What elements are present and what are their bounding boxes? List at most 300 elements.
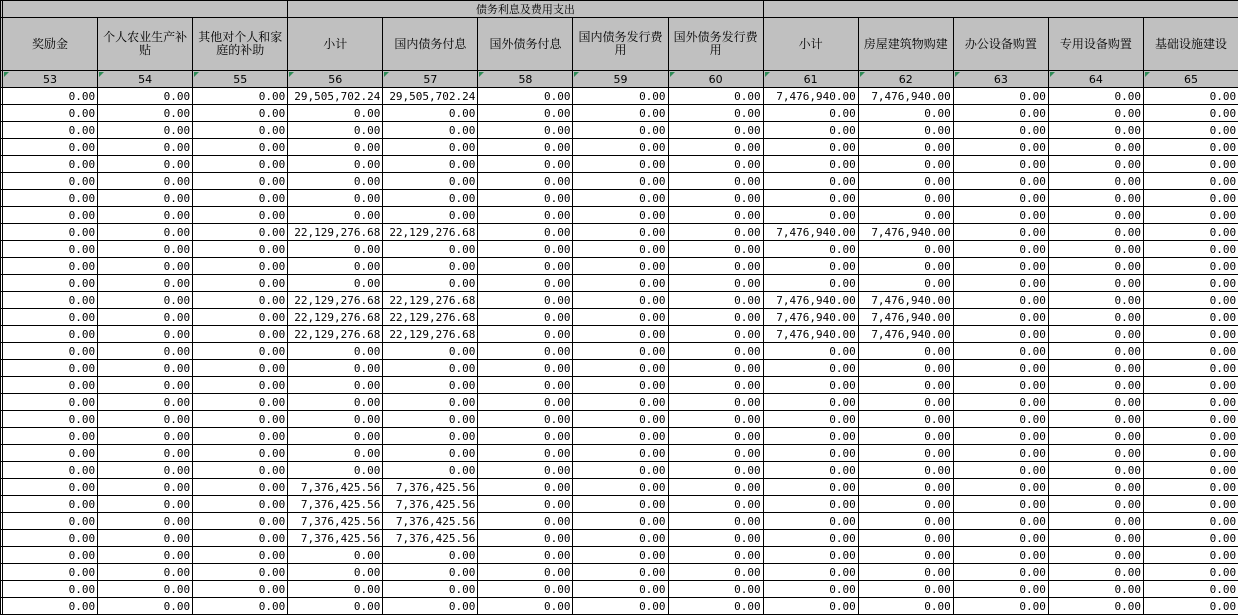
table-cell[interactable]: 0.00 xyxy=(1048,445,1143,462)
column-header[interactable]: 小计 xyxy=(288,18,383,71)
table-cell[interactable]: 0.00 xyxy=(573,207,668,224)
table-cell[interactable]: 0.00 xyxy=(573,360,668,377)
table-cell[interactable]: 0.00 xyxy=(953,377,1048,394)
table-cell[interactable]: 7,476,940.00 xyxy=(763,292,858,309)
table-cell[interactable]: 0.00 xyxy=(1048,377,1143,394)
table-cell[interactable]: 0.00 xyxy=(288,343,383,360)
table-cell[interactable]: 29,505,702.24 xyxy=(383,88,478,105)
table-cell[interactable]: 0.00 xyxy=(858,241,953,258)
table-cell[interactable]: 0.00 xyxy=(478,513,573,530)
table-cell[interactable]: 0.00 xyxy=(858,190,953,207)
table-cell[interactable]: 0.00 xyxy=(763,139,858,156)
table-cell[interactable]: 0.00 xyxy=(1048,343,1143,360)
column-index[interactable] xyxy=(953,71,1048,88)
table-cell[interactable]: 0.00 xyxy=(98,547,193,564)
table-cell[interactable]: 0.00 xyxy=(953,496,1048,513)
table-cell[interactable]: 0.00 xyxy=(763,258,858,275)
table-cell[interactable]: 0.00 xyxy=(953,88,1048,105)
table-cell[interactable]: 0.00 xyxy=(953,513,1048,530)
table-cell[interactable]: 0.00 xyxy=(573,445,668,462)
table-cell[interactable]: 0.00 xyxy=(98,173,193,190)
table-cell[interactable]: 7,476,940.00 xyxy=(858,326,953,343)
table-cell[interactable]: 0.00 xyxy=(573,88,668,105)
table-cell[interactable]: 0.00 xyxy=(288,122,383,139)
table-cell[interactable]: 0.00 xyxy=(3,394,98,411)
table-cell[interactable]: 0.00 xyxy=(1048,513,1143,530)
table-cell[interactable]: 0.00 xyxy=(98,360,193,377)
table-cell[interactable]: 0.00 xyxy=(478,496,573,513)
table-cell[interactable]: 0.00 xyxy=(763,377,858,394)
table-cell[interactable]: 0.00 xyxy=(193,105,288,122)
table-cell[interactable]: 0.00 xyxy=(1048,105,1143,122)
table-cell[interactable]: 0.00 xyxy=(98,88,193,105)
table-cell[interactable]: 7,376,425.56 xyxy=(288,496,383,513)
table-cell[interactable]: 0.00 xyxy=(858,564,953,581)
table-cell[interactable]: 0.00 xyxy=(953,139,1048,156)
table-cell[interactable]: 0.00 xyxy=(383,462,478,479)
table-cell[interactable]: 0.00 xyxy=(98,496,193,513)
table-cell[interactable]: 0.00 xyxy=(98,581,193,598)
table-cell[interactable]: 0.00 xyxy=(573,598,668,615)
table-cell[interactable]: 7,476,940.00 xyxy=(858,88,953,105)
table-cell[interactable]: 0.00 xyxy=(288,377,383,394)
table-cell[interactable]: 22,129,276.68 xyxy=(288,326,383,343)
table-cell[interactable]: 22,129,276.68 xyxy=(383,326,478,343)
column-index[interactable] xyxy=(763,71,858,88)
table-cell[interactable]: 0.00 xyxy=(3,411,98,428)
table-cell[interactable]: 0.00 xyxy=(98,326,193,343)
table-cell[interactable]: 0.00 xyxy=(3,496,98,513)
table-cell[interactable]: 0.00 xyxy=(763,445,858,462)
table-cell[interactable]: 0.00 xyxy=(193,581,288,598)
table-cell[interactable]: 0.00 xyxy=(288,394,383,411)
table-cell[interactable]: 0.00 xyxy=(668,360,763,377)
table-cell[interactable]: 0.00 xyxy=(98,122,193,139)
table-cell[interactable]: 0.00 xyxy=(98,564,193,581)
table-cell[interactable]: 0.00 xyxy=(953,173,1048,190)
table-cell[interactable]: 0.00 xyxy=(858,462,953,479)
table-cell[interactable]: 0.00 xyxy=(763,547,858,564)
table-cell[interactable]: 29,505,702.24 xyxy=(288,88,383,105)
table-cell[interactable]: 0.00 xyxy=(193,462,288,479)
column-header[interactable]: 国外债务发行费用 xyxy=(668,18,763,71)
table-cell[interactable]: 0.00 xyxy=(668,598,763,615)
table-cell[interactable]: 0.00 xyxy=(3,105,98,122)
table-cell[interactable]: 0.00 xyxy=(193,547,288,564)
column-index[interactable] xyxy=(3,71,98,88)
table-cell[interactable]: 7,476,940.00 xyxy=(763,224,858,241)
table-cell[interactable]: 0.00 xyxy=(668,445,763,462)
table-cell[interactable]: 0.00 xyxy=(573,428,668,445)
table-cell[interactable]: 0.00 xyxy=(953,547,1048,564)
table-cell[interactable]: 0.00 xyxy=(1143,326,1238,343)
table-cell[interactable]: 0.00 xyxy=(953,190,1048,207)
column-index[interactable] xyxy=(478,71,573,88)
table-cell[interactable]: 0.00 xyxy=(573,462,668,479)
table-cell[interactable]: 7,476,940.00 xyxy=(858,309,953,326)
table-cell[interactable]: 0.00 xyxy=(3,581,98,598)
table-cell[interactable]: 0.00 xyxy=(193,377,288,394)
table-cell[interactable]: 0.00 xyxy=(668,411,763,428)
table-cell[interactable]: 0.00 xyxy=(573,275,668,292)
table-cell[interactable]: 0.00 xyxy=(858,343,953,360)
table-cell[interactable]: 0.00 xyxy=(1143,173,1238,190)
table-cell[interactable]: 0.00 xyxy=(383,564,478,581)
table-cell[interactable]: 0.00 xyxy=(858,275,953,292)
table-cell[interactable]: 0.00 xyxy=(3,275,98,292)
table-cell[interactable]: 0.00 xyxy=(668,156,763,173)
table-cell[interactable]: 0.00 xyxy=(98,462,193,479)
table-cell[interactable]: 0.00 xyxy=(193,292,288,309)
table-cell[interactable]: 0.00 xyxy=(668,173,763,190)
table-cell[interactable]: 0.00 xyxy=(478,360,573,377)
table-cell[interactable]: 0.00 xyxy=(763,394,858,411)
table-cell[interactable]: 0.00 xyxy=(383,139,478,156)
table-cell[interactable]: 7,476,940.00 xyxy=(858,224,953,241)
column-header[interactable]: 专用设备购置 xyxy=(1048,18,1143,71)
table-cell[interactable]: 0.00 xyxy=(478,530,573,547)
table-cell[interactable]: 0.00 xyxy=(573,581,668,598)
table-cell[interactable]: 0.00 xyxy=(288,581,383,598)
table-cell[interactable]: 7,476,940.00 xyxy=(858,292,953,309)
table-cell[interactable]: 0.00 xyxy=(1143,156,1238,173)
table-cell[interactable]: 0.00 xyxy=(98,190,193,207)
table-cell[interactable]: 0.00 xyxy=(668,122,763,139)
column-index[interactable] xyxy=(193,71,288,88)
table-cell[interactable]: 0.00 xyxy=(383,156,478,173)
table-cell[interactable]: 0.00 xyxy=(953,207,1048,224)
table-cell[interactable]: 0.00 xyxy=(953,530,1048,547)
table-cell[interactable]: 0.00 xyxy=(668,326,763,343)
table-cell[interactable]: 0.00 xyxy=(953,394,1048,411)
table-cell[interactable]: 0.00 xyxy=(1143,360,1238,377)
column-index[interactable] xyxy=(858,71,953,88)
table-cell[interactable]: 0.00 xyxy=(953,360,1048,377)
table-cell[interactable]: 0.00 xyxy=(763,462,858,479)
table-cell[interactable]: 0.00 xyxy=(1143,88,1238,105)
table-cell[interactable]: 0.00 xyxy=(668,139,763,156)
table-cell[interactable]: 0.00 xyxy=(193,139,288,156)
table-cell[interactable]: 0.00 xyxy=(3,564,98,581)
table-cell[interactable]: 0.00 xyxy=(478,462,573,479)
column-index[interactable] xyxy=(383,71,478,88)
table-cell[interactable]: 0.00 xyxy=(3,377,98,394)
table-cell[interactable]: 0.00 xyxy=(193,394,288,411)
table-cell[interactable]: 0.00 xyxy=(3,224,98,241)
table-cell[interactable]: 0.00 xyxy=(478,139,573,156)
table-cell[interactable]: 0.00 xyxy=(573,564,668,581)
table-cell[interactable]: 0.00 xyxy=(953,224,1048,241)
table-cell[interactable]: 0.00 xyxy=(193,122,288,139)
table-cell[interactable]: 0.00 xyxy=(3,156,98,173)
table-cell[interactable]: 0.00 xyxy=(573,496,668,513)
table-cell[interactable]: 0.00 xyxy=(98,105,193,122)
table-cell[interactable]: 7,376,425.56 xyxy=(288,479,383,496)
table-cell[interactable]: 0.00 xyxy=(3,530,98,547)
table-cell[interactable]: 0.00 xyxy=(858,581,953,598)
table-cell[interactable]: 0.00 xyxy=(1143,258,1238,275)
table-cell[interactable]: 0.00 xyxy=(98,241,193,258)
table-cell[interactable]: 0.00 xyxy=(953,326,1048,343)
table-cell[interactable]: 0.00 xyxy=(1048,241,1143,258)
table-cell[interactable]: 0.00 xyxy=(668,207,763,224)
table-cell[interactable]: 0.00 xyxy=(3,139,98,156)
table-cell[interactable]: 0.00 xyxy=(98,292,193,309)
table-cell[interactable]: 0.00 xyxy=(193,241,288,258)
table-cell[interactable]: 0.00 xyxy=(288,275,383,292)
column-header[interactable]: 奖励金 xyxy=(3,18,98,71)
table-cell[interactable]: 0.00 xyxy=(193,513,288,530)
table-cell[interactable]: 0.00 xyxy=(3,462,98,479)
table-cell[interactable]: 0.00 xyxy=(573,156,668,173)
table-cell[interactable]: 0.00 xyxy=(668,241,763,258)
table-cell[interactable]: 0.00 xyxy=(383,275,478,292)
table-cell[interactable]: 0.00 xyxy=(573,411,668,428)
table-cell[interactable]: 0.00 xyxy=(193,156,288,173)
table-cell[interactable]: 0.00 xyxy=(478,258,573,275)
table-cell[interactable]: 0.00 xyxy=(288,173,383,190)
table-cell[interactable]: 0.00 xyxy=(3,207,98,224)
table-cell[interactable]: 0.00 xyxy=(3,513,98,530)
table-cell[interactable]: 0.00 xyxy=(288,190,383,207)
table-cell[interactable]: 0.00 xyxy=(1143,479,1238,496)
table-cell[interactable]: 0.00 xyxy=(573,139,668,156)
table-cell[interactable]: 0.00 xyxy=(573,394,668,411)
table-cell[interactable]: 0.00 xyxy=(953,479,1048,496)
table-cell[interactable]: 0.00 xyxy=(478,343,573,360)
table-cell[interactable]: 0.00 xyxy=(1143,445,1238,462)
table-cell[interactable]: 0.00 xyxy=(193,173,288,190)
table-cell[interactable]: 0.00 xyxy=(1048,496,1143,513)
table-cell[interactable]: 0.00 xyxy=(3,173,98,190)
table-cell[interactable]: 0.00 xyxy=(1143,377,1238,394)
table-cell[interactable]: 0.00 xyxy=(288,462,383,479)
table-cell[interactable]: 0.00 xyxy=(668,88,763,105)
table-cell[interactable]: 0.00 xyxy=(193,190,288,207)
table-cell[interactable]: 0.00 xyxy=(573,547,668,564)
table-cell[interactable]: 0.00 xyxy=(573,190,668,207)
table-cell[interactable]: 0.00 xyxy=(1048,479,1143,496)
table-cell[interactable]: 0.00 xyxy=(763,207,858,224)
table-cell[interactable]: 0.00 xyxy=(288,105,383,122)
table-cell[interactable]: 0.00 xyxy=(478,479,573,496)
table-cell[interactable]: 0.00 xyxy=(953,564,1048,581)
table-cell[interactable]: 0.00 xyxy=(1143,394,1238,411)
table-cell[interactable]: 0.00 xyxy=(1048,564,1143,581)
table-cell[interactable]: 0.00 xyxy=(763,479,858,496)
table-cell[interactable]: 0.00 xyxy=(953,122,1048,139)
table-cell[interactable]: 0.00 xyxy=(98,513,193,530)
table-cell[interactable]: 0.00 xyxy=(193,275,288,292)
table-cell[interactable]: 0.00 xyxy=(1048,292,1143,309)
table-cell[interactable]: 0.00 xyxy=(98,394,193,411)
table-cell[interactable]: 0.00 xyxy=(478,547,573,564)
table-cell[interactable]: 0.00 xyxy=(763,173,858,190)
table-cell[interactable]: 0.00 xyxy=(1143,122,1238,139)
table-cell[interactable]: 0.00 xyxy=(858,377,953,394)
table-cell[interactable]: 0.00 xyxy=(763,275,858,292)
table-cell[interactable]: 0.00 xyxy=(383,105,478,122)
table-cell[interactable]: 0.00 xyxy=(1048,173,1143,190)
table-cell[interactable]: 0.00 xyxy=(3,258,98,275)
table-cell[interactable]: 0.00 xyxy=(763,190,858,207)
table-cell[interactable]: 22,129,276.68 xyxy=(288,224,383,241)
table-cell[interactable]: 0.00 xyxy=(478,309,573,326)
table-cell[interactable]: 0.00 xyxy=(1048,258,1143,275)
table-cell[interactable]: 0.00 xyxy=(193,530,288,547)
table-cell[interactable]: 0.00 xyxy=(193,445,288,462)
table-cell[interactable]: 0.00 xyxy=(478,88,573,105)
table-cell[interactable]: 0.00 xyxy=(763,156,858,173)
table-cell[interactable]: 0.00 xyxy=(668,513,763,530)
table-cell[interactable]: 0.00 xyxy=(1143,139,1238,156)
table-cell[interactable]: 0.00 xyxy=(193,598,288,615)
table-cell[interactable]: 7,376,425.56 xyxy=(383,530,478,547)
table-cell[interactable]: 0.00 xyxy=(668,105,763,122)
table-cell[interactable]: 0.00 xyxy=(1143,513,1238,530)
table-cell[interactable]: 0.00 xyxy=(668,377,763,394)
table-cell[interactable]: 0.00 xyxy=(383,411,478,428)
table-cell[interactable]: 0.00 xyxy=(3,360,98,377)
table-cell[interactable]: 0.00 xyxy=(383,122,478,139)
table-cell[interactable]: 0.00 xyxy=(1143,275,1238,292)
table-cell[interactable]: 0.00 xyxy=(1143,428,1238,445)
table-cell[interactable]: 0.00 xyxy=(98,258,193,275)
column-index[interactable] xyxy=(668,71,763,88)
table-cell[interactable]: 0.00 xyxy=(858,173,953,190)
table-cell[interactable]: 0.00 xyxy=(858,258,953,275)
table-cell[interactable]: 0.00 xyxy=(383,428,478,445)
table-cell[interactable]: 0.00 xyxy=(668,547,763,564)
table-cell[interactable]: 0.00 xyxy=(953,343,1048,360)
table-cell[interactable]: 0.00 xyxy=(1048,156,1143,173)
table-cell[interactable]: 0.00 xyxy=(98,343,193,360)
table-cell[interactable]: 0.00 xyxy=(98,309,193,326)
table-cell[interactable]: 0.00 xyxy=(383,581,478,598)
table-cell[interactable]: 0.00 xyxy=(1048,309,1143,326)
table-cell[interactable]: 0.00 xyxy=(763,122,858,139)
table-cell[interactable]: 0.00 xyxy=(668,462,763,479)
column-index[interactable] xyxy=(1048,71,1143,88)
table-cell[interactable]: 0.00 xyxy=(1048,394,1143,411)
table-cell[interactable]: 0.00 xyxy=(858,411,953,428)
table-cell[interactable]: 0.00 xyxy=(668,428,763,445)
table-cell[interactable]: 0.00 xyxy=(98,411,193,428)
table-cell[interactable]: 0.00 xyxy=(1048,428,1143,445)
table-cell[interactable]: 0.00 xyxy=(383,190,478,207)
table-cell[interactable]: 0.00 xyxy=(288,547,383,564)
table-cell[interactable]: 0.00 xyxy=(573,105,668,122)
table-cell[interactable]: 0.00 xyxy=(98,224,193,241)
table-cell[interactable]: 0.00 xyxy=(383,343,478,360)
table-cell[interactable]: 0.00 xyxy=(193,224,288,241)
table-cell[interactable]: 0.00 xyxy=(383,173,478,190)
table-cell[interactable]: 7,376,425.56 xyxy=(288,513,383,530)
table-cell[interactable]: 0.00 xyxy=(3,343,98,360)
table-cell[interactable]: 0.00 xyxy=(478,428,573,445)
table-cell[interactable]: 0.00 xyxy=(288,139,383,156)
table-cell[interactable]: 7,476,940.00 xyxy=(763,88,858,105)
table-cell[interactable]: 0.00 xyxy=(383,258,478,275)
table-cell[interactable]: 0.00 xyxy=(478,207,573,224)
table-cell[interactable]: 0.00 xyxy=(193,343,288,360)
table-cell[interactable]: 7,476,940.00 xyxy=(763,326,858,343)
table-cell[interactable]: 0.00 xyxy=(858,207,953,224)
table-cell[interactable]: 0.00 xyxy=(193,88,288,105)
table-cell[interactable]: 0.00 xyxy=(858,428,953,445)
table-cell[interactable]: 0.00 xyxy=(288,445,383,462)
table-cell[interactable]: 0.00 xyxy=(98,207,193,224)
column-header[interactable]: 基础设施建设 xyxy=(1143,18,1238,71)
table-cell[interactable]: 0.00 xyxy=(573,377,668,394)
table-cell[interactable]: 0.00 xyxy=(3,428,98,445)
table-cell[interactable]: 0.00 xyxy=(383,394,478,411)
table-cell[interactable]: 0.00 xyxy=(1048,224,1143,241)
table-cell[interactable]: 0.00 xyxy=(953,581,1048,598)
table-cell[interactable]: 0.00 xyxy=(478,275,573,292)
table-cell[interactable]: 0.00 xyxy=(668,224,763,241)
table-cell[interactable]: 0.00 xyxy=(953,462,1048,479)
table-cell[interactable]: 0.00 xyxy=(668,258,763,275)
table-cell[interactable]: 0.00 xyxy=(763,343,858,360)
table-cell[interactable]: 0.00 xyxy=(763,581,858,598)
table-cell[interactable]: 0.00 xyxy=(573,122,668,139)
table-cell[interactable]: 0.00 xyxy=(1143,241,1238,258)
table-cell[interactable]: 0.00 xyxy=(953,411,1048,428)
table-cell[interactable]: 0.00 xyxy=(668,479,763,496)
table-cell[interactable]: 0.00 xyxy=(668,496,763,513)
table-cell[interactable]: 0.00 xyxy=(573,343,668,360)
table-cell[interactable]: 0.00 xyxy=(858,479,953,496)
table-cell[interactable]: 7,376,425.56 xyxy=(383,496,478,513)
table-cell[interactable]: 0.00 xyxy=(573,326,668,343)
table-cell[interactable]: 0.00 xyxy=(478,564,573,581)
table-cell[interactable]: 0.00 xyxy=(573,241,668,258)
table-cell[interactable]: 0.00 xyxy=(193,207,288,224)
table-cell[interactable]: 0.00 xyxy=(1048,547,1143,564)
table-cell[interactable]: 0.00 xyxy=(1048,360,1143,377)
table-cell[interactable]: 0.00 xyxy=(668,564,763,581)
table-cell[interactable]: 0.00 xyxy=(478,445,573,462)
table-cell[interactable]: 0.00 xyxy=(953,156,1048,173)
table-cell[interactable]: 0.00 xyxy=(1048,190,1143,207)
table-cell[interactable]: 0.00 xyxy=(3,241,98,258)
table-cell[interactable]: 0.00 xyxy=(1143,530,1238,547)
table-cell[interactable]: 0.00 xyxy=(668,394,763,411)
table-cell[interactable]: 0.00 xyxy=(858,156,953,173)
table-cell[interactable]: 0.00 xyxy=(193,326,288,343)
table-cell[interactable]: 0.00 xyxy=(383,598,478,615)
table-cell[interactable]: 0.00 xyxy=(1143,547,1238,564)
table-cell[interactable]: 0.00 xyxy=(193,564,288,581)
table-cell[interactable]: 0.00 xyxy=(288,598,383,615)
table-cell[interactable]: 0.00 xyxy=(573,224,668,241)
table-cell[interactable]: 0.00 xyxy=(98,445,193,462)
table-cell[interactable]: 0.00 xyxy=(1143,598,1238,615)
table-cell[interactable]: 0.00 xyxy=(478,241,573,258)
table-cell[interactable]: 0.00 xyxy=(953,258,1048,275)
table-cell[interactable]: 0.00 xyxy=(1143,343,1238,360)
table-cell[interactable]: 0.00 xyxy=(763,513,858,530)
table-cell[interactable]: 0.00 xyxy=(858,530,953,547)
table-cell[interactable]: 0.00 xyxy=(763,360,858,377)
table-cell[interactable]: 0.00 xyxy=(573,173,668,190)
table-cell[interactable]: 0.00 xyxy=(1143,207,1238,224)
table-cell[interactable]: 7,376,425.56 xyxy=(383,513,478,530)
table-cell[interactable]: 7,376,425.56 xyxy=(288,530,383,547)
table-cell[interactable]: 0.00 xyxy=(193,360,288,377)
table-cell[interactable]: 0.00 xyxy=(953,241,1048,258)
